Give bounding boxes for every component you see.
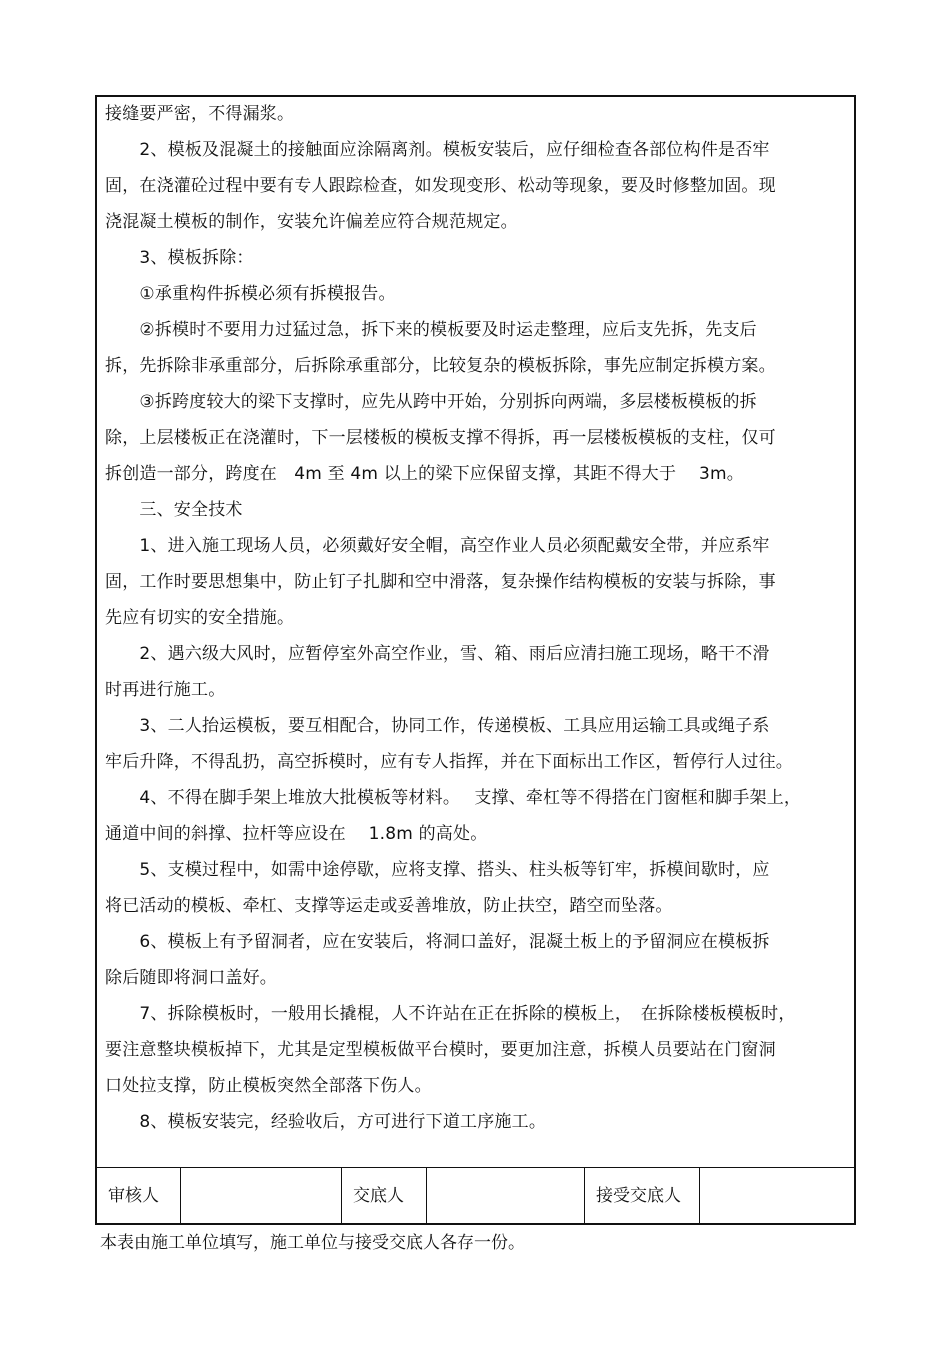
signature-row	[97, 1167, 854, 1224]
body-line: 3、二人抬运模板，要互相配合，协同工作，传递模板、工具应用运输工具或绳子系	[105, 716, 770, 736]
body-line: 8、模板安装完，经验收后，方可进行下道工序施工。	[105, 1112, 547, 1132]
form-footnote: 本表由施工单位填写，施工单位与接受交底人各存一份。	[100, 1233, 525, 1253]
disclosure-form-frame	[95, 95, 856, 1225]
discloser-signature-field[interactable]	[427, 1168, 585, 1224]
receiver-label-cell	[585, 1168, 700, 1224]
body-line: 6、模板上有予留洞者，应在安装后，将洞口盖好，混凝土板上的予留洞应在模板拆	[105, 932, 770, 952]
body-line: 要注意整块模板掉下，尤其是定型模板做平台模时，要更加注意，拆模人员要站在门窗洞	[105, 1040, 776, 1060]
reviewer-signature-field[interactable]	[181, 1168, 342, 1224]
reviewer-value	[181, 1186, 192, 1206]
body-line: 接缝要严密，不得漏浆。	[105, 104, 295, 124]
body-line: 拆创造一部分，跨度在 4m 至 4m 以上的梁下应保留支撑，其距不得大于 3m。	[105, 464, 744, 484]
body-line: 牢后升降，不得乱扔，高空拆模时，应有专人指挥，并在下面标出工作区，暂停行人过往。	[105, 752, 793, 772]
body-line: 5、支模过程中，如需中途停歇，应将支撑、搭头、柱头板等钉牢，拆模间歇时，应	[105, 860, 770, 880]
reviewer-label: 审核人	[108, 1186, 159, 1206]
discloser-label: 交底人	[353, 1186, 404, 1206]
body-line: 1、进入施工现场人员，必须戴好安全帽，高空作业人员必须配戴安全带，并应系牢	[105, 536, 770, 556]
body-line: 7、拆除模板时，一般用长撬棍，人不许站在正在拆除的模板上， 在拆除楼板模板时，	[105, 1004, 796, 1024]
body-line: 4、不得在脚手架上堆放大批模板等材料。 支撑、牵杠等不得搭在门窗框和脚手架上，	[105, 788, 802, 808]
body-line: 除后随即将洞口盖好。	[105, 968, 277, 988]
body-line: 浇混凝土模板的制作，安装允许偏差应符合规范规定。	[105, 212, 518, 232]
body-line: 拆，先拆除非承重部分，后拆除承重部分，比较复杂的模板拆除，事先应制定拆模方案。	[105, 356, 776, 376]
body-line: 2、模板及混凝土的接触面应涂隔离剂。模板安装后，应仔细检查各部位构件是否牢	[105, 140, 770, 160]
body-line: 2、遇六级大风时，应暂停室外高空作业，雪、箱、雨后应清扫施工现场，略干不滑	[105, 644, 770, 664]
receiver-label: 接受交底人	[596, 1186, 681, 1206]
body-line: ③拆跨度较大的梁下支撑时，应先从跨中开始，分别拆向两端，多层楼板模板的拆	[105, 392, 757, 412]
discloser-value	[427, 1186, 438, 1206]
reviewer-label-cell	[97, 1168, 181, 1224]
body-line: ①承重构件拆模必须有拆模报告。	[105, 284, 396, 304]
body-line: 通道中间的斜撑、拉杆等应设在 1.8m 的高处。	[105, 824, 488, 844]
discloser-label-cell	[342, 1168, 427, 1224]
receiver-value	[700, 1186, 711, 1206]
disclosure-content	[97, 97, 854, 1167]
body-line: 先应有切实的安全措施。	[105, 608, 295, 628]
body-line: 将已活动的模板、牵杠、支撑等运走或妥善堆放，防止扶空，踏空而坠落。	[105, 896, 673, 916]
body-line: 3、模板拆除：	[105, 248, 254, 268]
body-line: 固，工作时要思想集中，防止钉子扎脚和空中滑落，复杂操作结构模板的安装与拆除，事	[105, 572, 776, 592]
body-line: 时再进行施工。	[105, 680, 226, 700]
section-heading: 三、安全技术	[105, 500, 243, 520]
body-line: 固，在浇灌砼过程中要有专人跟踪检查，如发现变形、松动等现象，要及时修整加固。现	[105, 176, 776, 196]
body-line: 除，上层楼板正在浇灌时，下一层楼板的模板支撑不得拆，再一层楼板模板的支柱，仅可	[105, 428, 776, 448]
receiver-signature-field[interactable]	[700, 1168, 854, 1224]
body-line: 口处拉支撑，防止模板突然全部落下伤人。	[105, 1076, 432, 1096]
body-line: ②拆模时不要用力过猛过急，拆下来的模板要及时运走整理，应后支先拆，先支后	[105, 320, 757, 340]
